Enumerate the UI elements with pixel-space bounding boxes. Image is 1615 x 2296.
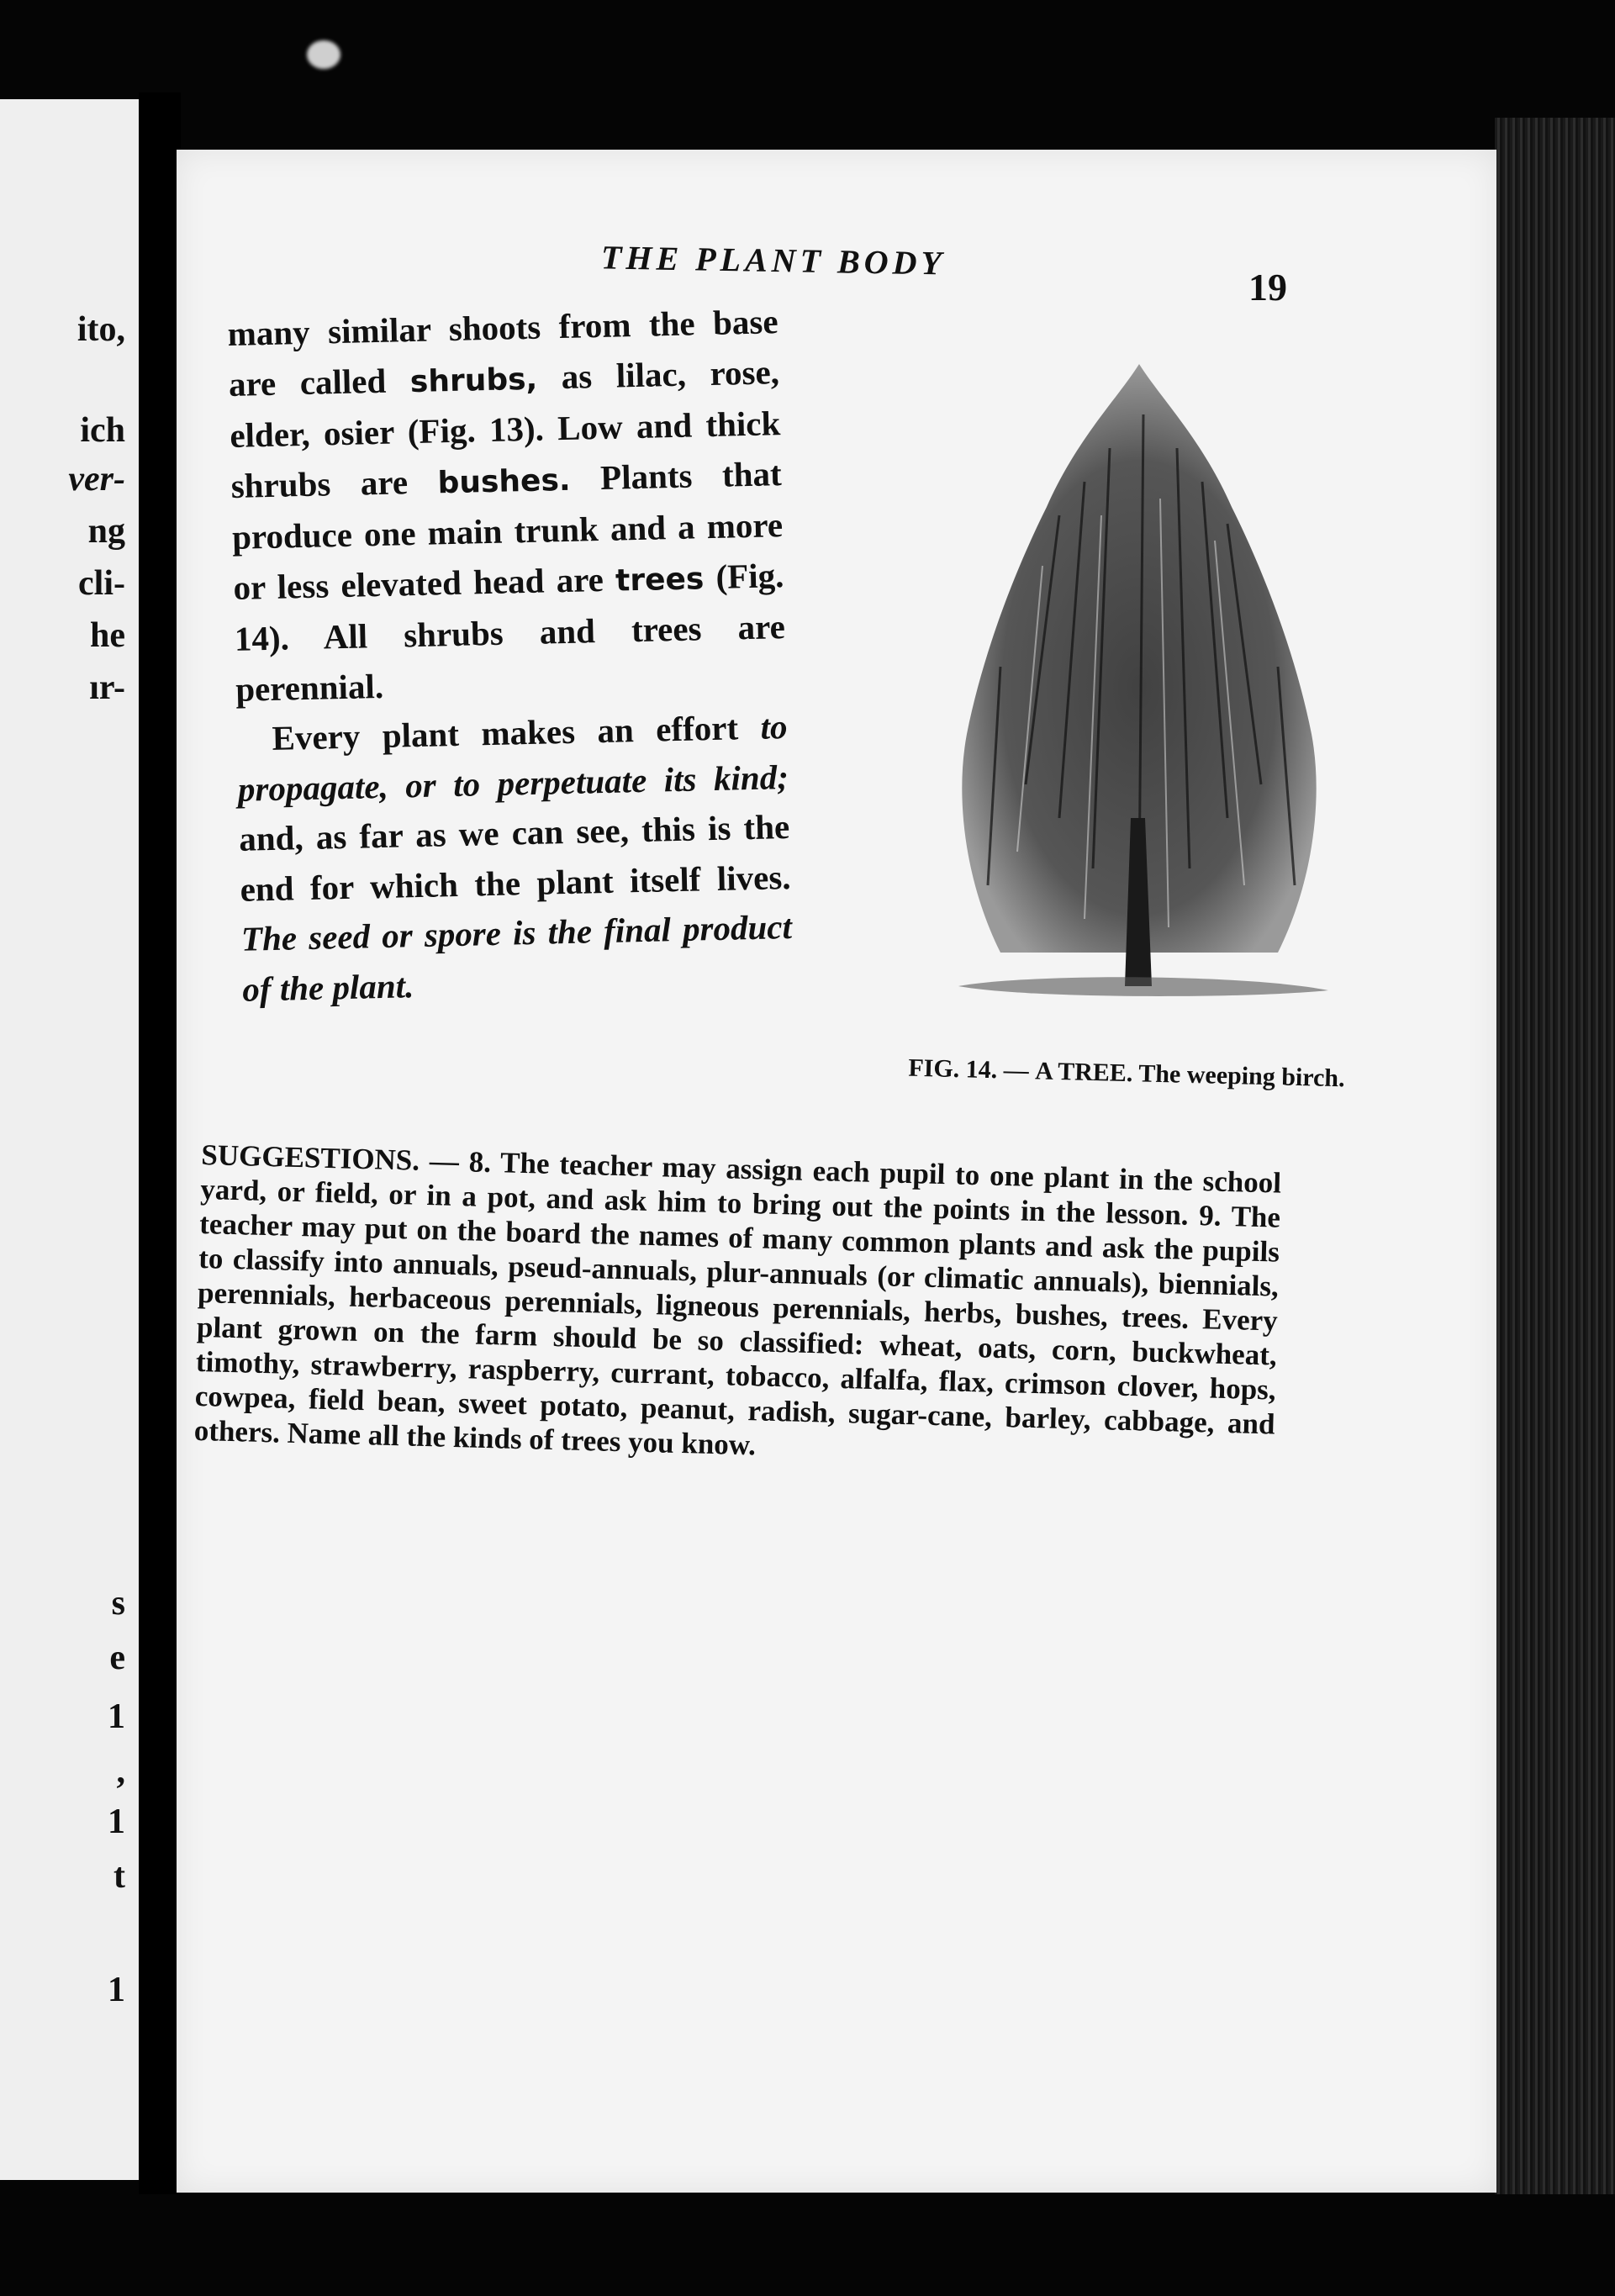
left-page-fragment: ito,: [77, 310, 125, 349]
term-shrubs: shrubs,: [409, 362, 538, 399]
figure-description: The weeping birch.: [1137, 1059, 1345, 1093]
italic-emphasis: The seed or spore is the final product of the plant.: [240, 906, 793, 1009]
caption-dash: —: [996, 1056, 1036, 1085]
figure-label: FIG. 14.: [908, 1053, 998, 1085]
left-page-fragment: t: [113, 1857, 125, 1896]
left-page-fragment: ng: [87, 512, 125, 551]
term-bushes: bushes.: [437, 462, 572, 500]
left-page-fragment: cli-: [78, 564, 125, 603]
term-trees: trees: [615, 561, 705, 599]
suggestions-paragraph: [193, 1137, 1281, 1476]
left-page-fragment: 1: [108, 1971, 125, 2009]
left-page-fragment: 1: [108, 1802, 125, 1841]
left-facing-page: [0, 99, 139, 2180]
suggestions-text: — 8. The teacher may assign each pupil to one plant in the school yard, or field, or in a pot, and ask him to bring out the points in the lesson. 9. The teacher may put on the board the names of many common plants and ask the pupils to classify into annuals, pseud-annuals, plur-annuals (or climatic annuals), biennials, perennials, herbaceous perennials, ligneous perennials, herbs, bushes, trees. Every plant grown on the farm should be so classified: wheat, oats, corn, buckwheat, timothy, strawberry, raspberry, currant, tobacco, alfalfa, flax, crimson clover, hops, cowpea, field bean, sweet potato, peanut, radish, sugar-cane, barley, cabbage, and others. Name all the kinds of trees you know.: [193, 1143, 1282, 1462]
italic-emphasis: to propagate, or to perpetuate its kind;: [237, 707, 789, 809]
page-number: 19: [1248, 266, 1287, 309]
running-head: THE PLANT BODY: [600, 238, 947, 282]
left-page-fragment: s: [111, 1584, 125, 1623]
scan-smudge: [307, 40, 340, 69]
left-page-fragment: e: [109, 1639, 125, 1677]
text-run: Every plant makes an effort: [272, 707, 762, 757]
paragraph: [236, 702, 794, 1015]
weeping-birch-illustration: [807, 347, 1471, 1070]
text-run: (Fig. 14). All shrubs and trees are perennial.: [234, 555, 786, 709]
paragraph: [227, 297, 787, 715]
figure-title: A TREE.: [1034, 1057, 1133, 1088]
suggestions-lead: SUGGESTIONS.: [200, 1137, 420, 1177]
book-gutter: [139, 92, 181, 2194]
left-page-fragment: 1: [108, 1697, 125, 1736]
text-run: and, as far as we can see, this is the end for which the plant itself lives.: [238, 806, 791, 909]
book-page: [177, 150, 1496, 2193]
left-page-fragment: ich: [80, 411, 125, 450]
left-page-fragment: ver-: [68, 460, 125, 499]
text-run: many similar shoots from the base are called: [227, 302, 779, 404]
left-page-fragment: ,: [116, 1752, 125, 1791]
text-run: as lilac, rose, elder, osier (Fig. 13). Low and thick shrubs are: [229, 351, 781, 505]
book-page-edge: [1495, 118, 1615, 2194]
left-page-fragment: ır-: [89, 668, 125, 707]
text-run: Plants that produce one main trunk and a more or less elevated head are: [231, 453, 784, 607]
left-page-fragment: he: [90, 616, 125, 655]
body-text: [227, 297, 794, 1015]
